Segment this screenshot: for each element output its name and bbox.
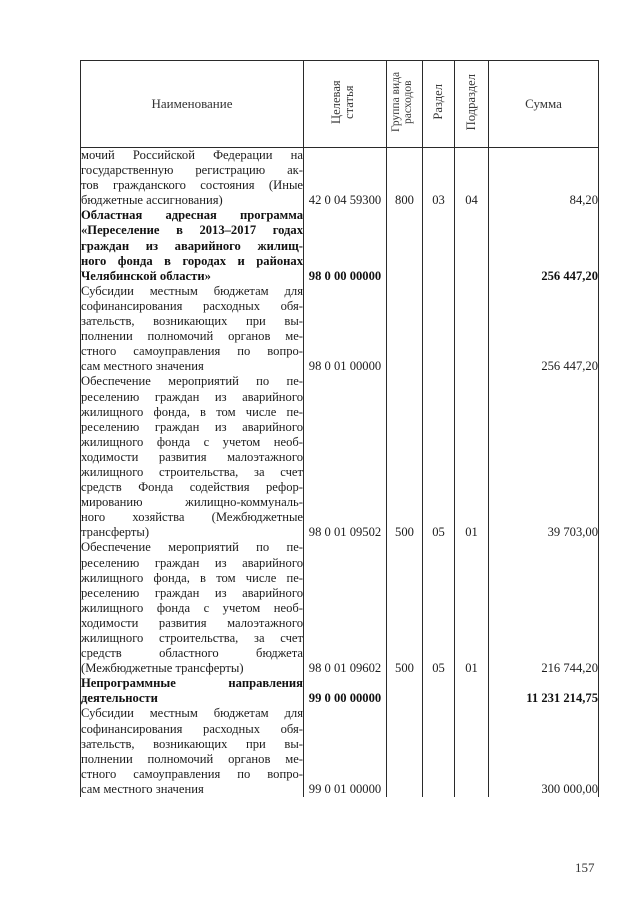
row-name: [81, 208, 304, 283]
row-name-line: граждан из аварийного жилищ-: [81, 238, 303, 253]
table-row: [81, 706, 599, 797]
row-name-line: трансферты): [81, 525, 150, 540]
row-name-line: мочий Российской Федерации на: [81, 148, 303, 162]
row-name-line: сам местного значения: [81, 781, 204, 796]
row-subsection: [455, 284, 489, 375]
row-target-article: 98 0 01 09602: [304, 540, 387, 676]
header-sum: Сумма: [489, 61, 599, 148]
row-expense-group: 500: [387, 374, 423, 540]
row-name-line: реселению граждан из аварийного: [81, 585, 303, 600]
row-name: [81, 374, 304, 540]
row-name-line: зательств, возникающих при вы-: [81, 736, 303, 751]
row-subsection: 01: [455, 374, 489, 540]
row-subsection: [455, 706, 489, 797]
row-name-line: реселению граждан из аварийного: [81, 555, 303, 570]
row-name-line: Непрограммные направления: [81, 676, 303, 691]
row-section: [423, 284, 455, 375]
row-section: 05: [423, 540, 455, 676]
row-expense-group: 500: [387, 540, 423, 676]
header-expense-group: Группа вида расходов: [387, 61, 423, 148]
row-name-line: реселению граждан из аварийного: [81, 419, 303, 434]
row-name-line: средств областного бюджета: [81, 646, 303, 661]
row-name-line: мированию жилищно-коммуналь-: [81, 495, 303, 510]
row-name-line: сам местного значения: [81, 359, 204, 374]
row-expense-group: [387, 676, 423, 706]
table-row: [81, 148, 599, 209]
row-name-line: ходимости развития малоэтажного: [81, 449, 303, 464]
row-name: [81, 706, 304, 797]
row-sum: 256 447,20: [489, 284, 599, 375]
row-name: [81, 284, 304, 375]
header-target-article: Целевая статья: [304, 61, 387, 148]
row-name-line: жилищного фонда с учетом необ-: [81, 434, 303, 449]
row-section: 03: [423, 148, 455, 209]
row-sum: 300 000,00: [489, 706, 599, 797]
row-name-line: жилищного строительства, за счет: [81, 631, 303, 645]
row-expense-group: [387, 284, 423, 375]
budget-table: [80, 60, 599, 797]
row-name-line: жилищного фонда, в том числе пе-: [81, 404, 303, 419]
row-name: [81, 676, 304, 706]
row-name-line: Обеспечение мероприятий по пе-: [81, 540, 303, 555]
row-target-article: 42 0 04 59300: [304, 148, 387, 209]
row-sum: 84,20: [489, 148, 599, 209]
row-name-line: реселению граждан из аварийного: [81, 389, 303, 404]
row-subsection: 04: [455, 148, 489, 209]
row-name-line: ного хозяйства (Межбюджетные: [81, 510, 303, 525]
row-expense-group: [387, 706, 423, 797]
row-target-article: 98 0 01 09502: [304, 374, 387, 540]
row-name-line: «Переселение в 2013–2017 годах: [81, 223, 303, 238]
row-name-line: софинансирования расходных обя-: [81, 298, 303, 313]
table-row: [81, 374, 599, 540]
row-subsection: 01: [455, 540, 489, 676]
row-name-line: стного самоуправления по вопро-: [81, 766, 303, 781]
row-name-line: жилищного фонда, в том числе пе-: [81, 570, 303, 585]
row-section: 05: [423, 374, 455, 540]
row-sum: 256 447,20: [489, 208, 599, 283]
row-name-line: Челябинской области»: [81, 268, 211, 283]
row-target-article: 99 0 01 00000: [304, 706, 387, 797]
row-target-article: 99 0 00 00000: [304, 676, 387, 706]
row-name-line: жилищного строительства, за счет: [81, 464, 303, 479]
row-name-line: Субсидии местным бюджетам для: [81, 283, 303, 298]
row-name-line: тов гражданского состояния (Иные: [81, 178, 303, 193]
table-body: [81, 148, 599, 798]
row-sum: 216 744,20: [489, 540, 599, 676]
table-row: [81, 208, 599, 283]
row-target-article: 98 0 00 00000: [304, 208, 387, 283]
row-name-line: полнении полномочий органов ме-: [81, 751, 303, 766]
row-subsection: [455, 208, 489, 283]
row-name-line: жилищного фонда с учетом необ-: [81, 600, 303, 615]
row-name-line: ходимости развития малоэтажного: [81, 615, 303, 630]
row-name-line: бюджетные ассигнования): [81, 193, 223, 208]
row-section: [423, 676, 455, 706]
table-row: [81, 284, 599, 375]
header-section: Раздел: [423, 61, 455, 148]
header-name: Наименование: [81, 61, 304, 148]
row-name-line: государственную регистрацию ак-: [81, 163, 303, 178]
row-name-line: полнении полномочий органов ме-: [81, 329, 303, 344]
row-name-line: Субсидии местным бюджетам для: [81, 706, 303, 721]
row-section: [423, 706, 455, 797]
row-name-line: деятельности: [81, 691, 158, 706]
table-row: [81, 540, 599, 676]
row-target-article: 98 0 01 00000: [304, 284, 387, 375]
row-name-line: софинансирования расходных обя-: [81, 721, 303, 736]
row-section: [423, 208, 455, 283]
row-name: [81, 540, 304, 676]
row-expense-group: [387, 208, 423, 283]
row-name-line: Обеспечение мероприятий по пе-: [81, 374, 303, 389]
row-subsection: [455, 676, 489, 706]
row-name-line: средств Фонда содействия рефор-: [81, 480, 303, 495]
page-number: 157: [575, 860, 595, 875]
row-name-line: стного самоуправления по вопро-: [81, 344, 303, 359]
row-name-line: (Межбюджетные трансферты): [81, 661, 244, 676]
table-row: [81, 676, 599, 706]
row-sum: 11 231 214,75: [489, 676, 599, 706]
header-subsection: Подраздел: [455, 61, 489, 148]
row-name: [81, 148, 304, 209]
table-header-row: [81, 61, 599, 148]
row-expense-group: 800: [387, 148, 423, 209]
row-sum: 39 703,00: [489, 374, 599, 540]
row-name-line: зательств, возникающих при вы-: [81, 314, 303, 329]
row-name-line: ного фонда в городах и районах: [81, 253, 303, 268]
row-name-line: Областная адресная программа: [81, 208, 303, 223]
